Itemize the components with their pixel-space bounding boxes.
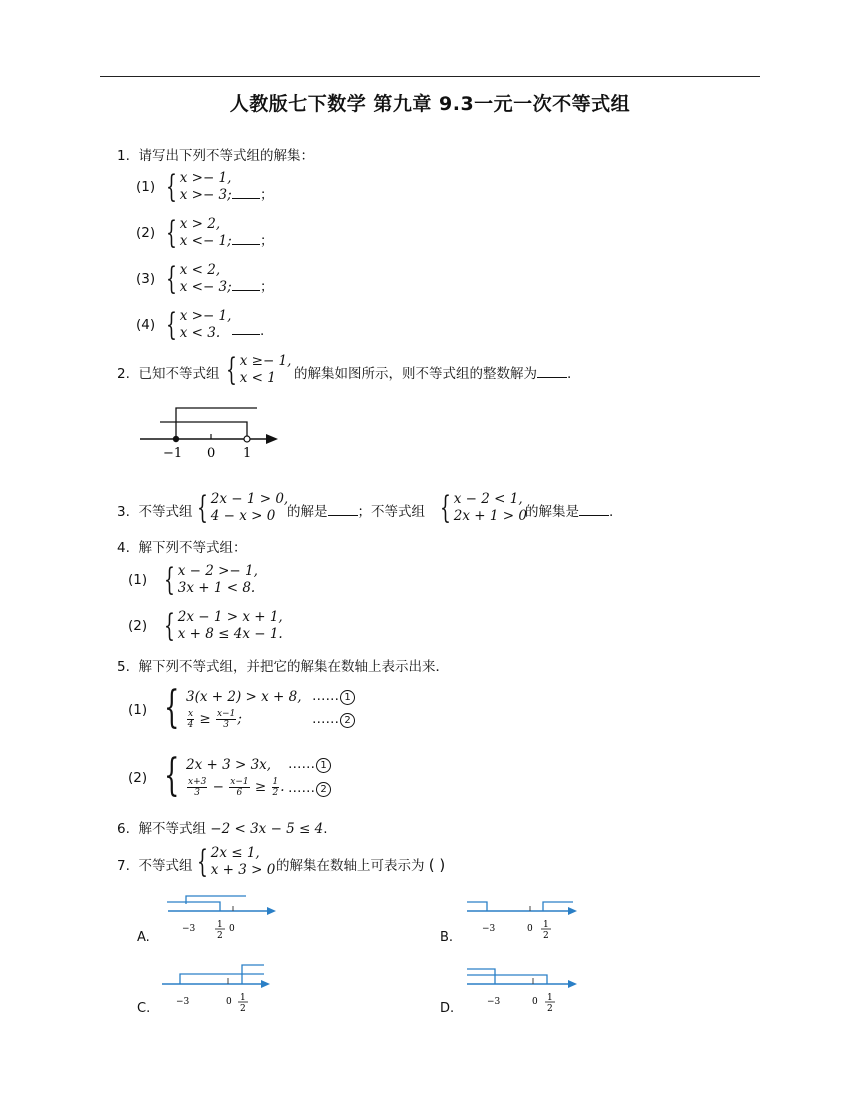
axis-tick-label: 2 xyxy=(543,931,549,941)
q7-system: { 2x ≤ 1, x + 3 > 0 xyxy=(197,843,276,880)
q5-system-2: { 2x + 3 > 3x, $\frac{x+3}{3}$ − $\frac{x-1}{6}$ ≥ $\frac{1}{2}$ . xyxy=(164,750,285,801)
axis-tick-label: 2 xyxy=(547,1004,553,1014)
question-6: 6. 解不等式组 −2 < 3x − 5 ≤ 4. xyxy=(117,821,328,837)
axis-tick-label: 2 xyxy=(217,931,223,941)
q5-item-label: (2) xyxy=(128,770,148,786)
ineq-line: 2x − 1 > x + 1, xyxy=(177,609,283,625)
answer-blank[interactable] xyxy=(328,502,358,516)
eq-marker-2: …… 2 xyxy=(312,711,355,728)
ineq-line: $\frac{x+3}{3}$ − $\frac{x-1}{6}$ ≥ $\frac{1}{2}$ . xyxy=(188,777,285,798)
ineq-line: x <− 3; xyxy=(179,279,232,295)
answer-blank[interactable]: ； xyxy=(232,275,274,295)
q1-system-2: { x > 2, x <− 1; xyxy=(166,214,232,251)
ineq-line: x <− 1; xyxy=(179,233,232,249)
q1-item-label: (1) xyxy=(136,179,156,195)
q1-system-3: { x < 2, x <− 3; xyxy=(166,260,232,297)
q4-system-1: { x − 2 >− 1, 3x + 1 < 8. xyxy=(164,561,258,598)
q4-system-2: { 2x − 1 > x + 1, x + 8 ≤ 4x − 1. xyxy=(164,607,283,644)
ineq-line: x − 2 < 1, xyxy=(453,491,523,507)
q1-system-1: { x >− 1, x >− 3; xyxy=(166,168,232,205)
ineq-line: x < 3. xyxy=(179,325,221,341)
question-number: 3. xyxy=(117,504,130,520)
question-number: 5. xyxy=(117,659,130,675)
answer-blank[interactable]: ； xyxy=(232,229,274,249)
option-a-label[interactable]: A. xyxy=(137,930,150,945)
axis-tick-label: 1 xyxy=(547,993,553,1003)
axis-tick-label: −3 xyxy=(176,997,190,1007)
axis-tick-label: 1 xyxy=(243,446,252,461)
question-number: 4. xyxy=(117,540,130,556)
q2-system: { x ≥− 1, x < 1 xyxy=(226,351,292,388)
question-2-post: 的解集如图所示，则不等式组的整数解为 . xyxy=(294,366,572,382)
axis-tick-label: 0 xyxy=(207,446,216,461)
question-text: 解下列不等式组，并把它的解集在数轴上表示出来． xyxy=(138,659,449,675)
ineq-line: x >− 3; xyxy=(179,187,232,203)
axis-tick-label: −3 xyxy=(482,924,496,934)
question-text: 请写出下列不等式组的解集： xyxy=(138,148,314,164)
ineq-line: 3(x + 2) > x + 8, xyxy=(186,689,302,705)
axis-tick-label: −3 xyxy=(487,997,501,1007)
ineq-line: x < 2, xyxy=(179,262,221,278)
page-title: 人教版七下数学 第九章 9.3一元一次不等式组 xyxy=(229,93,631,115)
axis-tick-label: 1 xyxy=(240,993,246,1003)
q5-item-label: (1) xyxy=(128,702,148,718)
option-c-number-line[interactable] xyxy=(160,962,278,1014)
ineq-line: 2x + 1 > 0 xyxy=(453,508,527,524)
q2-number-line xyxy=(138,402,288,468)
q5-system-1: { 3(x + 2) > x + 8, $\frac{x}{4}$ ≥ $\frac{x-1}{3}$ ; xyxy=(164,682,302,733)
axis-tick-label: 0 xyxy=(532,997,538,1007)
q3-system-a: { 2x − 1 > 0, 4 − x > 0 xyxy=(197,489,289,526)
eq-marker-1: …… 1 xyxy=(312,688,355,705)
option-c-label[interactable]: C. xyxy=(137,1001,151,1016)
q3-system-b: { x − 2 < 1, 2x + 1 > 0 xyxy=(440,489,527,526)
q1-item-label: (4) xyxy=(136,317,156,333)
q4-item-label: (1) xyxy=(128,572,148,588)
question-3-end: 的解集是 . xyxy=(525,504,614,520)
option-d-label[interactable]: D. xyxy=(440,1001,455,1016)
ineq-line: x < 1 xyxy=(239,370,276,386)
answer-blank[interactable] xyxy=(579,502,609,516)
q4-item-label: (2) xyxy=(128,618,148,634)
ineq-line: x − 2 >− 1, xyxy=(177,563,258,579)
question-number: 2. xyxy=(117,366,130,382)
ineq-line: x + 8 ≤ 4x − 1. xyxy=(177,626,283,642)
option-a-number-line[interactable] xyxy=(166,893,282,943)
axis-tick-label: 0 xyxy=(229,924,235,934)
axis-tick-label: −1 xyxy=(163,446,183,461)
option-d-number-line[interactable] xyxy=(465,962,585,1014)
math-expression: −2 < 3x − 5 ≤ 4 xyxy=(210,821,324,837)
axis-tick-label: 1 xyxy=(543,920,549,930)
ineq-line: x >− 1, xyxy=(179,170,232,186)
question-number: 1. xyxy=(117,148,130,164)
question-text: 解下列不等式组： xyxy=(138,540,247,556)
question-5 xyxy=(117,655,449,675)
question-1 xyxy=(117,144,314,164)
answer-paren[interactable]: ( ) xyxy=(428,856,446,874)
ineq-line: 2x − 1 > 0, xyxy=(210,491,289,507)
axis-tick-label: 2 xyxy=(240,1004,246,1014)
answer-blank[interactable]: ； xyxy=(232,183,274,203)
ineq-line: x + 3 > 0 xyxy=(210,862,276,878)
answer-blank[interactable] xyxy=(537,364,567,378)
ineq-line: 2x + 3 > 3x, xyxy=(186,757,272,773)
q1-system-4: { x >− 1, x < 3. xyxy=(166,306,232,343)
option-b-label[interactable]: B. xyxy=(440,930,454,945)
question-number: 7. xyxy=(117,858,130,874)
ineq-line: 3x + 1 < 8. xyxy=(177,580,256,596)
ineq-line: 4 − x > 0 xyxy=(210,508,276,524)
question-4 xyxy=(117,536,246,556)
axis-tick-label: 0 xyxy=(226,997,232,1007)
q1-item-label: (3) xyxy=(136,271,156,287)
answer-blank[interactable]: . xyxy=(232,321,264,339)
axis-tick-label: −3 xyxy=(182,924,196,934)
ineq-line: x > 2, xyxy=(179,216,221,232)
option-b-number-line[interactable] xyxy=(465,893,585,943)
ineq-line: x ≥− 1, xyxy=(239,353,292,369)
header-rule xyxy=(100,76,760,77)
q1-item-label: (2) xyxy=(136,225,156,241)
ineq-line: x >− 1, xyxy=(179,308,232,324)
question-3-mid: 的解是 ；不等式组 xyxy=(287,504,425,520)
question-3-pre: 3. 不等式组 xyxy=(117,504,193,520)
question-7-pre: 7. 不等式组 xyxy=(117,858,193,874)
question-2-pre: 2. 已知不等式组 xyxy=(117,366,220,382)
ineq-line: 2x ≤ 1, xyxy=(210,845,260,861)
ineq-line: $\frac{x}{4}$ ≥ $\frac{x-1}{3}$ ; xyxy=(187,709,242,730)
eq-marker-2: …… 2 xyxy=(288,780,331,797)
eq-marker-1: …… 1 xyxy=(288,756,331,773)
question-number: 6. xyxy=(117,821,130,837)
question-7-post: 的解集在数轴上可表示为 ( ) xyxy=(276,856,446,874)
axis-tick-label: 1 xyxy=(217,920,223,930)
axis-tick-label: 0 xyxy=(527,924,533,934)
